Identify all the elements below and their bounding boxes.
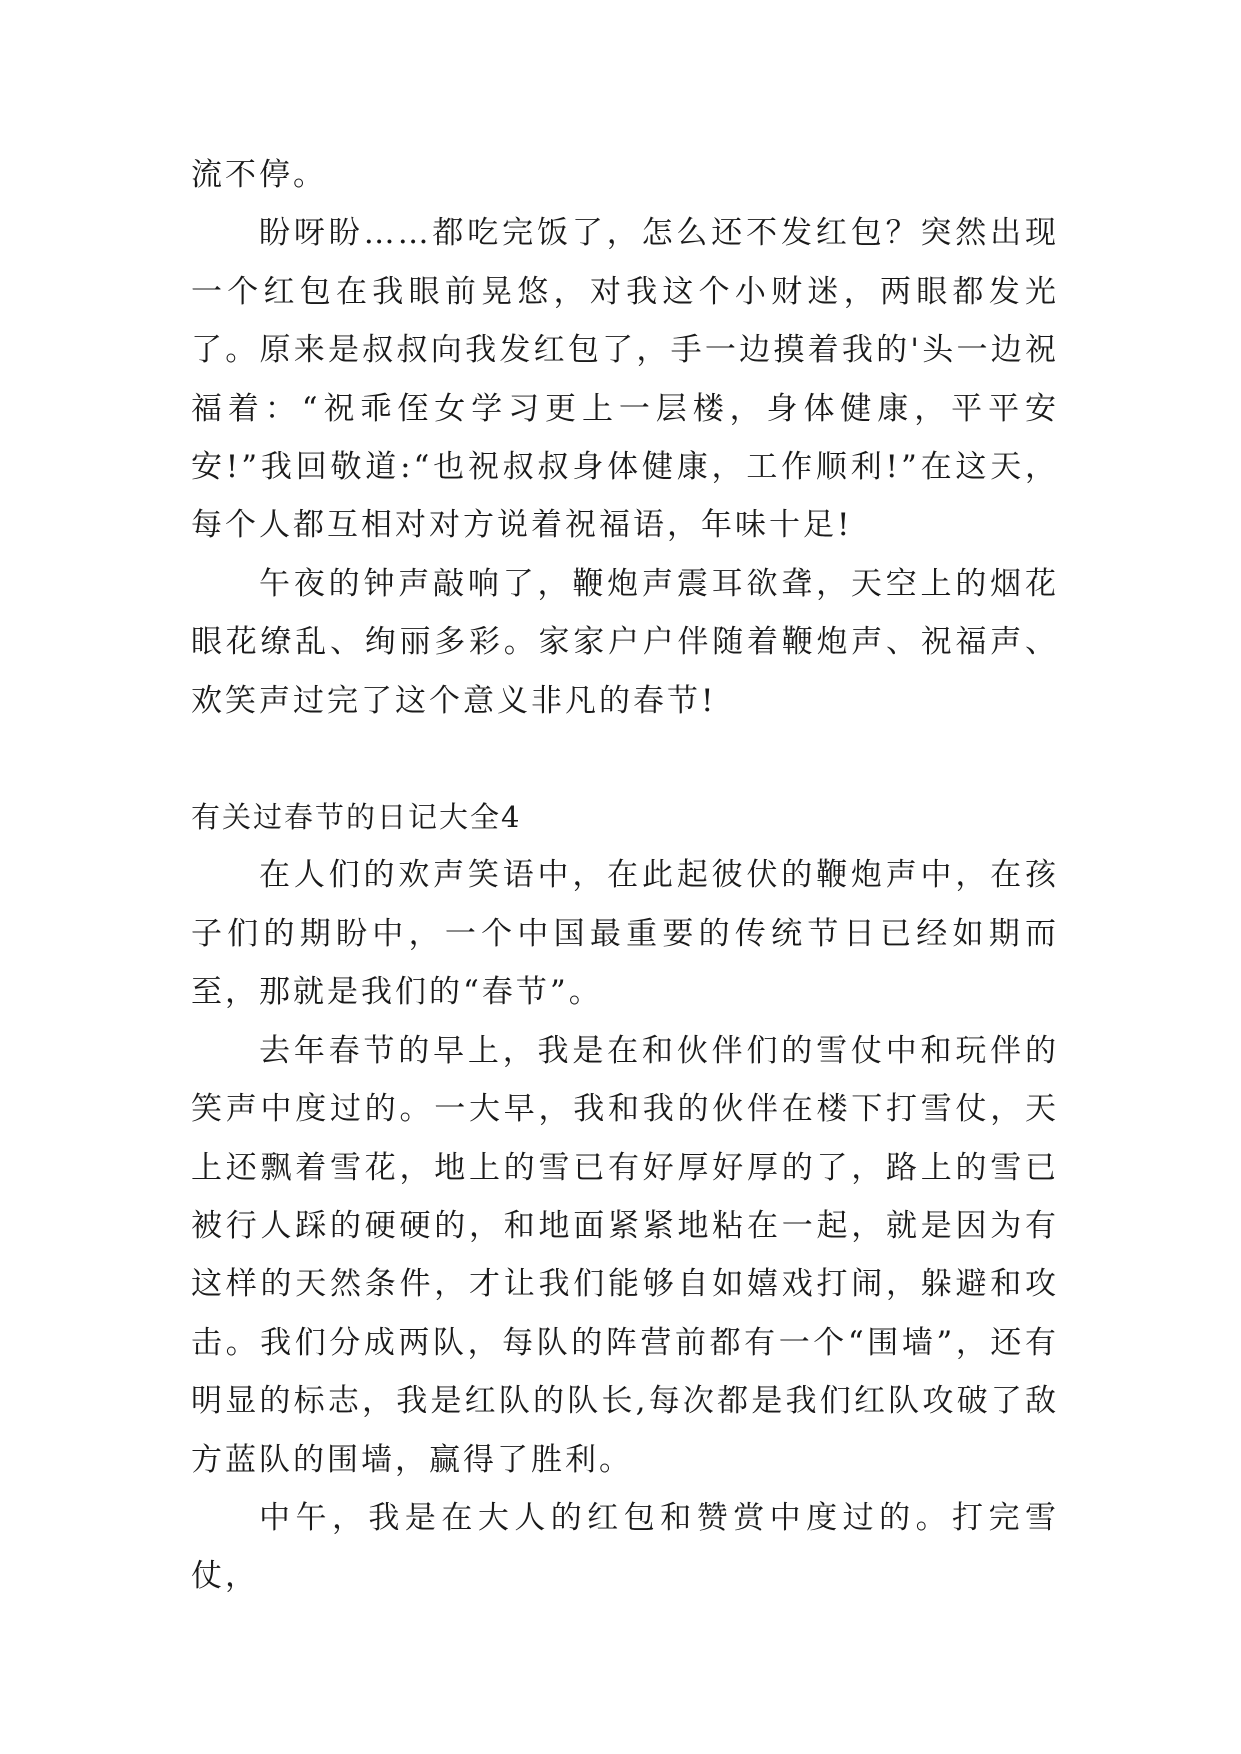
section-heading: 有关过春节的日记大全4 <box>191 800 522 835</box>
paragraph-noon: 中午，我是在大人的红包和赞赏中度过的。打完雪仗， <box>191 1499 1059 1595</box>
paragraph-continued: 流不停。 <box>191 157 327 193</box>
document-body <box>191 146 1059 1606</box>
paragraph-intro: 在人们的欢声笑语中，在此起彼伏的鞭炮声中，在孩子们的期盼中，一个中国最重要的传统节日已经如期而至，那就是我们的“春节”。 <box>191 857 1059 1011</box>
paragraph-red-envelope: 盼呀盼……都吃完饭了，怎么还不发红包？突然出现一个红包在我眼前晃悠，对我这个小财迷，两眼都发光了。原来是叔叔向我发红包了，手一边摸着我的'头一边祝福着：“祝乖侄女学习更上一层楼，身体健康，平平安安!”我回敬道:“也祝叔叔身体健康，工作顺利!”在这天，每个人都互相对对方说着祝福语，年味十足! <box>191 215 1059 544</box>
paragraph-midnight: 午夜的钟声敲响了，鞭炮声震耳欲聋，天空上的烟花眼花缭乱、绚丽多彩。家家户户伴随着鞭炮声、祝福声、欢笑声过完了这个意义非凡的春节! <box>191 565 1059 719</box>
paragraph-snowball-fight: 去年春节的早上，我是在和伙伴们的雪仗中和玩伴的笑声中度过的。一大早，我和我的伙伴在楼下打雪仗，天上还飘着雪花，地上的雪已有好厚好厚的了，路上的雪已被行人踩的硬硬的，和地面紧紧地粘在一起，就是因为有这样的天然条件，才让我们能够自如嬉戏打闹，躲避和攻击。我们分成两队，每队的阵营前都有一个“围墙”，还有明显的标志，我是红队的队长,每次都是我们红队攻破了敌方蓝队的围墙，赢得了胜利。 <box>191 1032 1059 1478</box>
